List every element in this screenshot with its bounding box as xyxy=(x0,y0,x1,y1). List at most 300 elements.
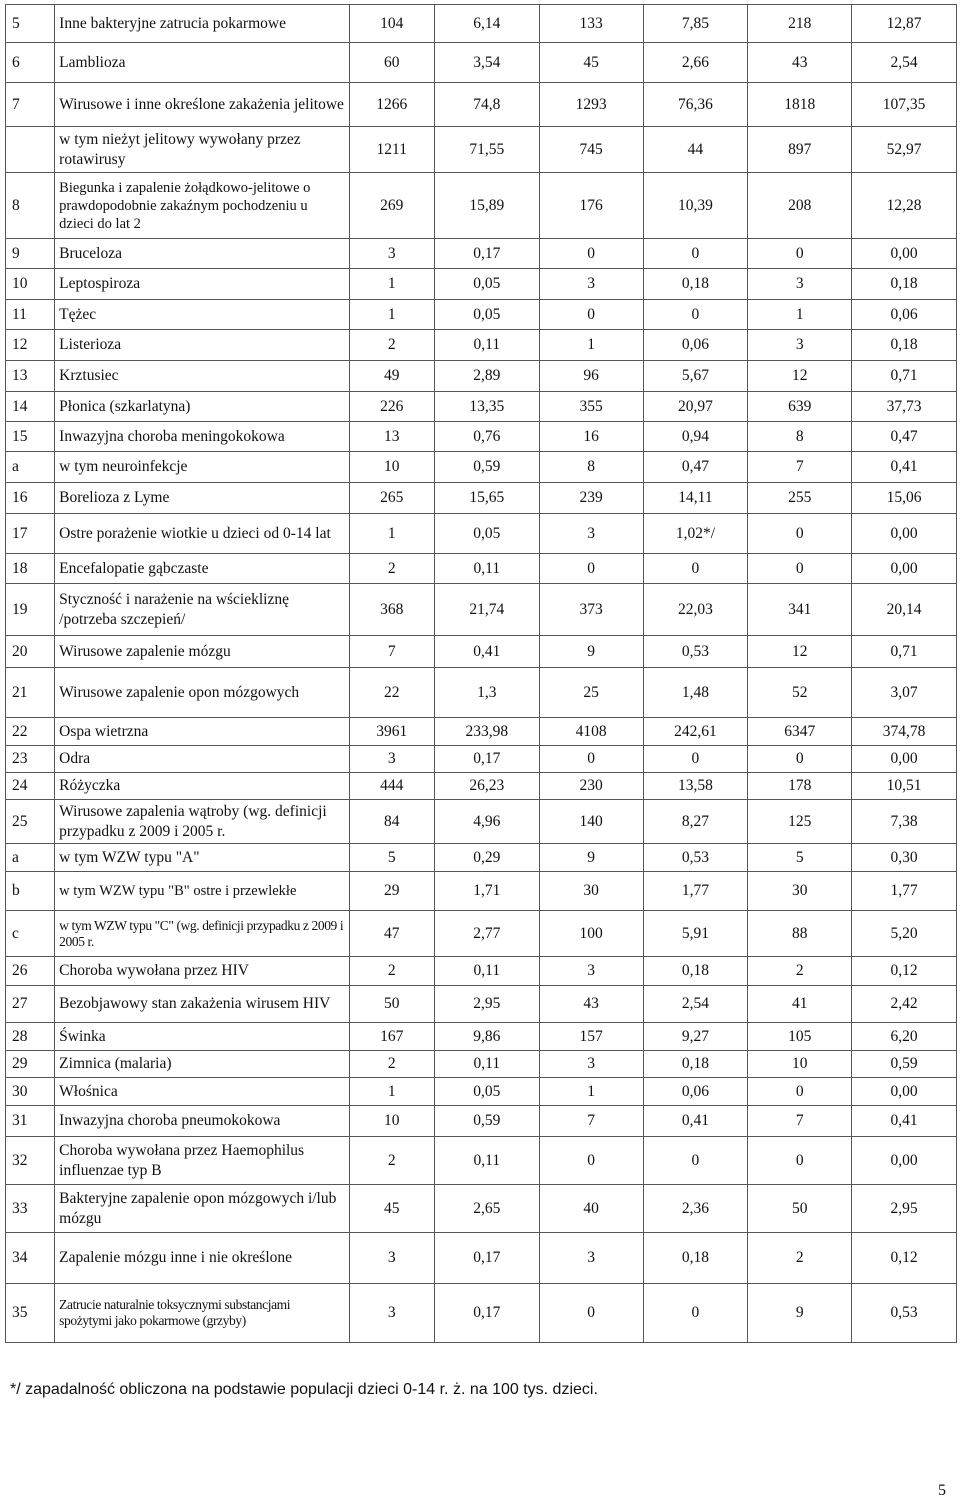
incidence-rate: 74,8 xyxy=(434,83,539,127)
table-row xyxy=(6,986,957,1023)
case-count: 1 xyxy=(349,300,434,330)
incidence-rate: 242,61 xyxy=(643,718,748,746)
incidence-rate: 0,41 xyxy=(852,452,957,483)
incidence-rate: 44 xyxy=(643,127,748,173)
case-count: 897 xyxy=(748,127,852,173)
case-count: 9 xyxy=(539,844,643,872)
incidence-rate: 1,48 xyxy=(643,668,748,718)
incidence-rate: 2,95 xyxy=(434,986,539,1023)
incidence-rate: 12,87 xyxy=(852,5,957,43)
row-number: 21 xyxy=(6,668,55,718)
incidence-rate: 0,12 xyxy=(852,957,957,986)
incidence-rate: 0,00 xyxy=(852,514,957,554)
case-count: 1 xyxy=(539,330,643,361)
table-row xyxy=(6,83,957,127)
incidence-rate: 233,98 xyxy=(434,718,539,746)
case-count: 1 xyxy=(349,1078,434,1106)
incidence-rate: 9,86 xyxy=(434,1023,539,1051)
case-count: 0 xyxy=(539,554,643,584)
case-count: 60 xyxy=(349,43,434,83)
incidence-rate: 10,51 xyxy=(852,773,957,800)
case-count: 22 xyxy=(349,668,434,718)
table-row xyxy=(6,361,957,392)
case-count: 0 xyxy=(539,1137,643,1185)
row-number: 12 xyxy=(6,330,55,361)
disease-name: Odra xyxy=(55,746,349,773)
incidence-rate: 8,27 xyxy=(643,800,748,844)
incidence-rate: 0,05 xyxy=(434,269,539,300)
incidence-rate: 0 xyxy=(643,554,748,584)
row-number: 16 xyxy=(6,483,55,514)
case-count: 0 xyxy=(748,1137,852,1185)
incidence-rate: 1,02*/ xyxy=(643,514,748,554)
case-count: 49 xyxy=(349,361,434,392)
case-count: 7 xyxy=(349,636,434,668)
incidence-rate: 0,00 xyxy=(852,746,957,773)
disease-name: Zapalenie mózgu inne i nie określone xyxy=(55,1233,349,1284)
disease-name: Włośnica xyxy=(55,1078,349,1106)
disease-name: Listerioza xyxy=(55,330,349,361)
case-count: 230 xyxy=(539,773,643,800)
case-count: 3 xyxy=(539,1051,643,1078)
case-count: 3 xyxy=(349,239,434,269)
disease-name: w tym nieżyt jelitowy wywołany przez rotawirusy xyxy=(55,127,349,173)
case-count: 239 xyxy=(539,483,643,514)
incidence-rate: 0,59 xyxy=(852,1051,957,1078)
case-count: 6347 xyxy=(748,718,852,746)
incidence-rate: 0,17 xyxy=(434,1233,539,1284)
row-number: 18 xyxy=(6,554,55,584)
case-count: 355 xyxy=(539,392,643,422)
table-row xyxy=(6,330,957,361)
case-count: 1 xyxy=(748,300,852,330)
disease-name: w tym WZW typu "B" ostre i przewlekłe xyxy=(55,872,349,911)
case-count: 208 xyxy=(748,173,852,239)
incidence-rate: 10,39 xyxy=(643,173,748,239)
case-count: 9 xyxy=(748,1284,852,1343)
row-number: b xyxy=(6,872,55,911)
incidence-rate: 0,71 xyxy=(852,636,957,668)
disease-name: Leptospiroza xyxy=(55,269,349,300)
case-count: 2 xyxy=(748,957,852,986)
incidence-rate: 374,78 xyxy=(852,718,957,746)
case-count: 226 xyxy=(349,392,434,422)
incidence-rate: 0 xyxy=(643,239,748,269)
disease-name: Wirusowe i inne określone zakażenia jelitowe xyxy=(55,83,349,127)
incidence-rate: 20,97 xyxy=(643,392,748,422)
case-count: 2 xyxy=(349,1137,434,1185)
case-count: 3 xyxy=(748,269,852,300)
incidence-rate: 4,96 xyxy=(434,800,539,844)
row-number: 30 xyxy=(6,1078,55,1106)
table-row xyxy=(6,1284,957,1343)
incidence-rate: 0,11 xyxy=(434,1051,539,1078)
incidence-rate: 13,58 xyxy=(643,773,748,800)
case-count: 8 xyxy=(748,422,852,452)
incidence-rate: 26,23 xyxy=(434,773,539,800)
row-number: 29 xyxy=(6,1051,55,1078)
table-row xyxy=(6,1233,957,1284)
case-count: 2 xyxy=(349,330,434,361)
table-row xyxy=(6,1078,957,1106)
incidence-rate: 0,47 xyxy=(852,422,957,452)
case-count: 1211 xyxy=(349,127,434,173)
case-count: 96 xyxy=(539,361,643,392)
incidence-rate: 71,55 xyxy=(434,127,539,173)
case-count: 639 xyxy=(748,392,852,422)
table-row xyxy=(6,483,957,514)
case-count: 30 xyxy=(539,872,643,911)
incidence-rate: 0,18 xyxy=(643,1233,748,1284)
table-row xyxy=(6,1185,957,1233)
incidence-rate: 0,94 xyxy=(643,422,748,452)
row-number: 32 xyxy=(6,1137,55,1185)
case-count: 0 xyxy=(748,514,852,554)
incidence-rate: 0,11 xyxy=(434,957,539,986)
table-row xyxy=(6,554,957,584)
incidence-rate: 3,54 xyxy=(434,43,539,83)
incidence-rate: 13,35 xyxy=(434,392,539,422)
case-count: 0 xyxy=(539,239,643,269)
incidence-rate: 6,20 xyxy=(852,1023,957,1051)
case-count: 133 xyxy=(539,5,643,43)
case-count: 45 xyxy=(349,1185,434,1233)
case-count: 157 xyxy=(539,1023,643,1051)
incidence-rate: 22,03 xyxy=(643,584,748,636)
case-count: 3 xyxy=(539,957,643,986)
disease-name: Inwazyjna choroba meningokokowa xyxy=(55,422,349,452)
row-number: a xyxy=(6,844,55,872)
incidence-rate: 2,65 xyxy=(434,1185,539,1233)
case-count: 2 xyxy=(349,554,434,584)
case-count: 3 xyxy=(539,514,643,554)
case-count: 0 xyxy=(748,746,852,773)
case-count: 47 xyxy=(349,911,434,957)
incidence-rate: 2,42 xyxy=(852,986,957,1023)
case-count: 3 xyxy=(539,1233,643,1284)
disease-name: Wirusowe zapalenie opon mózgowych xyxy=(55,668,349,718)
footnote: */ zapadalność obliczona na podstawie populacji dzieci 0-14 r. ż. na 100 tys. dzieci. xyxy=(10,1381,598,1398)
case-count: 104 xyxy=(349,5,434,43)
row-number: 17 xyxy=(6,514,55,554)
incidence-rate: 0 xyxy=(643,746,748,773)
disease-name: Krztusiec xyxy=(55,361,349,392)
incidence-rate: 0,00 xyxy=(852,1137,957,1185)
case-count: 0 xyxy=(748,554,852,584)
incidence-rate: 0,18 xyxy=(643,1051,748,1078)
case-count: 0 xyxy=(539,300,643,330)
case-count: 2 xyxy=(748,1233,852,1284)
disease-name: Inne bakteryjne zatrucia pokarmowe xyxy=(55,5,349,43)
incidence-rate: 14,11 xyxy=(643,483,748,514)
case-count: 745 xyxy=(539,127,643,173)
case-count: 84 xyxy=(349,800,434,844)
case-count: 3 xyxy=(539,269,643,300)
incidence-rate: 0 xyxy=(643,1137,748,1185)
incidence-rate: 0,59 xyxy=(434,1106,539,1137)
case-count: 8 xyxy=(539,452,643,483)
disease-name: Zimnica (malaria) xyxy=(55,1051,349,1078)
disease-name: Bruceloza xyxy=(55,239,349,269)
row-number: 20 xyxy=(6,636,55,668)
incidence-rate: 0,11 xyxy=(434,554,539,584)
table-row xyxy=(6,43,957,83)
case-count: 368 xyxy=(349,584,434,636)
disease-name: Lamblioza xyxy=(55,43,349,83)
row-number: 14 xyxy=(6,392,55,422)
case-count: 3 xyxy=(349,1284,434,1343)
row-number: 13 xyxy=(6,361,55,392)
incidence-rate: 0,18 xyxy=(643,269,748,300)
incidence-rate: 0,53 xyxy=(852,1284,957,1343)
row-number: c xyxy=(6,911,55,957)
disease-name: Bezobjawowy stan zakażenia wirusem HIV xyxy=(55,986,349,1023)
disease-name: Wirusowe zapalenie mózgu xyxy=(55,636,349,668)
incidence-rate: 0,17 xyxy=(434,239,539,269)
table-row xyxy=(6,1051,957,1078)
disease-name: Borelioza z Lyme xyxy=(55,483,349,514)
row-number: 34 xyxy=(6,1233,55,1284)
case-count: 1 xyxy=(349,269,434,300)
case-count: 45 xyxy=(539,43,643,83)
incidence-rate: 20,14 xyxy=(852,584,957,636)
row-number: 8 xyxy=(6,173,55,239)
case-count: 43 xyxy=(748,43,852,83)
case-count: 2 xyxy=(349,1051,434,1078)
incidence-rate: 0,00 xyxy=(852,554,957,584)
table-row xyxy=(6,584,957,636)
incidence-rate: 5,91 xyxy=(643,911,748,957)
incidence-rate: 0,05 xyxy=(434,514,539,554)
row-number: 5 xyxy=(6,5,55,43)
incidence-rate: 2,36 xyxy=(643,1185,748,1233)
case-count: 2 xyxy=(349,957,434,986)
table-row xyxy=(6,300,957,330)
incidence-rate: 2,95 xyxy=(852,1185,957,1233)
incidence-rate: 1,3 xyxy=(434,668,539,718)
incidence-rate: 0,00 xyxy=(852,1078,957,1106)
incidence-rate: 0,05 xyxy=(434,300,539,330)
case-count: 43 xyxy=(539,986,643,1023)
incidence-rate: 0,17 xyxy=(434,1284,539,1343)
row-number: 28 xyxy=(6,1023,55,1051)
case-count: 25 xyxy=(539,668,643,718)
case-count: 3 xyxy=(349,1233,434,1284)
row-number: 23 xyxy=(6,746,55,773)
table-row xyxy=(6,392,957,422)
incidence-rate: 0,59 xyxy=(434,452,539,483)
table-row xyxy=(6,1106,957,1137)
case-count: 88 xyxy=(748,911,852,957)
table-row xyxy=(6,957,957,986)
case-count: 30 xyxy=(748,872,852,911)
incidence-rate: 1,71 xyxy=(434,872,539,911)
incidence-rate: 0,06 xyxy=(852,300,957,330)
incidence-rate: 0,47 xyxy=(643,452,748,483)
table-row xyxy=(6,746,957,773)
incidence-rate: 0,06 xyxy=(643,1078,748,1106)
row-number: 15 xyxy=(6,422,55,452)
case-count: 10 xyxy=(349,452,434,483)
row-number: 6 xyxy=(6,43,55,83)
incidence-rate: 0,00 xyxy=(852,239,957,269)
case-count: 3 xyxy=(748,330,852,361)
incidence-rate: 0,41 xyxy=(852,1106,957,1137)
case-count: 1 xyxy=(539,1078,643,1106)
case-count: 3 xyxy=(349,746,434,773)
incidence-rate: 0,29 xyxy=(434,844,539,872)
incidence-rate: 0,76 xyxy=(434,422,539,452)
case-count: 7 xyxy=(539,1106,643,1137)
case-count: 100 xyxy=(539,911,643,957)
incidence-rate: 0 xyxy=(643,1284,748,1343)
row-number: 27 xyxy=(6,986,55,1023)
incidence-rate: 0,53 xyxy=(643,636,748,668)
incidence-rate: 15,06 xyxy=(852,483,957,514)
table-row xyxy=(6,1023,957,1051)
disease-name: Encefalopatie gąbczaste xyxy=(55,554,349,584)
case-count: 12 xyxy=(748,361,852,392)
case-count: 1266 xyxy=(349,83,434,127)
incidence-rate: 0,18 xyxy=(643,957,748,986)
table-row xyxy=(6,844,957,872)
table-row xyxy=(6,1137,957,1185)
case-count: 16 xyxy=(539,422,643,452)
incidence-rate: 21,74 xyxy=(434,584,539,636)
row-number: 25 xyxy=(6,800,55,844)
disease-name: w tym neuroinfekcje xyxy=(55,452,349,483)
case-count: 178 xyxy=(748,773,852,800)
table-row xyxy=(6,911,957,957)
incidence-rate: 9,27 xyxy=(643,1023,748,1051)
incidence-rate: 76,36 xyxy=(643,83,748,127)
incidence-rate: 0,71 xyxy=(852,361,957,392)
disease-name: Zatrucie naturalnie toksycznymi substancjami spożytymi jako pokarmowe (grzyby) xyxy=(55,1284,349,1343)
table-row xyxy=(6,636,957,668)
incidence-rate: 12,28 xyxy=(852,173,957,239)
case-count: 40 xyxy=(539,1185,643,1233)
disease-name: Choroba wywołana przez Haemophilus influenzae typ B xyxy=(55,1137,349,1185)
incidence-rate: 0,53 xyxy=(643,844,748,872)
case-count: 341 xyxy=(748,584,852,636)
case-count: 255 xyxy=(748,483,852,514)
row-number: 35 xyxy=(6,1284,55,1343)
case-count: 265 xyxy=(349,483,434,514)
incidence-rate: 0,41 xyxy=(643,1106,748,1137)
row-number: 11 xyxy=(6,300,55,330)
incidence-rate: 15,65 xyxy=(434,483,539,514)
incidence-rate: 15,89 xyxy=(434,173,539,239)
disease-name: Choroba wywołana przez HIV xyxy=(55,957,349,986)
table-row xyxy=(6,668,957,718)
row-number: 24 xyxy=(6,773,55,800)
disease-name: Płonica (szkarlatyna) xyxy=(55,392,349,422)
disease-name: Świnka xyxy=(55,1023,349,1051)
case-count: 1293 xyxy=(539,83,643,127)
row-number: 9 xyxy=(6,239,55,269)
incidence-rate: 0,11 xyxy=(434,330,539,361)
disease-name: Inwazyjna choroba pneumokokowa xyxy=(55,1106,349,1137)
case-count: 269 xyxy=(349,173,434,239)
row-number: 22 xyxy=(6,718,55,746)
incidence-rate: 0,18 xyxy=(852,330,957,361)
incidence-rate: 0,06 xyxy=(643,330,748,361)
disease-name: Styczność i narażenie na wściekliznę /potrzeba szczepień/ xyxy=(55,584,349,636)
case-count: 0 xyxy=(748,1078,852,1106)
incidence-rate: 0,05 xyxy=(434,1078,539,1106)
table-row xyxy=(6,173,957,239)
disease-name: Bakteryjne zapalenie opon mózgowych i/lub mózgu xyxy=(55,1185,349,1233)
case-count: 7 xyxy=(748,1106,852,1137)
row-number: 19 xyxy=(6,584,55,636)
table-row xyxy=(6,5,957,43)
incidence-rate: 7,38 xyxy=(852,800,957,844)
incidence-rate: 0,12 xyxy=(852,1233,957,1284)
case-count: 373 xyxy=(539,584,643,636)
case-count: 1 xyxy=(349,514,434,554)
case-count: 9 xyxy=(539,636,643,668)
table-row xyxy=(6,872,957,911)
table-row xyxy=(6,773,957,800)
table-row xyxy=(6,452,957,483)
case-count: 140 xyxy=(539,800,643,844)
incidence-rate: 37,73 xyxy=(852,392,957,422)
disease-name: w tym WZW typu "A" xyxy=(55,844,349,872)
incidence-rate: 0 xyxy=(643,300,748,330)
incidence-rate: 0,30 xyxy=(852,844,957,872)
row-number xyxy=(6,127,55,173)
row-number: 10 xyxy=(6,269,55,300)
case-count: 176 xyxy=(539,173,643,239)
disease-name: w tym WZW typu "C" (wg. definicji przypadku z 2009 i 2005 r. xyxy=(55,911,349,957)
case-count: 10 xyxy=(748,1051,852,1078)
table-row xyxy=(6,800,957,844)
row-number: 7 xyxy=(6,83,55,127)
incidence-rate: 0,17 xyxy=(434,746,539,773)
incidence-rate: 1,77 xyxy=(643,872,748,911)
disease-statistics-table xyxy=(5,4,957,1343)
case-count: 125 xyxy=(748,800,852,844)
case-count: 5 xyxy=(349,844,434,872)
incidence-rate: 0,41 xyxy=(434,636,539,668)
case-count: 218 xyxy=(748,5,852,43)
table-row xyxy=(6,422,957,452)
case-count: 444 xyxy=(349,773,434,800)
table-row xyxy=(6,718,957,746)
case-count: 13 xyxy=(349,422,434,452)
case-count: 0 xyxy=(539,1284,643,1343)
incidence-rate: 5,20 xyxy=(852,911,957,957)
row-number: 26 xyxy=(6,957,55,986)
incidence-rate: 6,14 xyxy=(434,5,539,43)
case-count: 105 xyxy=(748,1023,852,1051)
incidence-rate: 2,54 xyxy=(643,986,748,1023)
case-count: 10 xyxy=(349,1106,434,1137)
incidence-rate: 7,85 xyxy=(643,5,748,43)
disease-name: Tężec xyxy=(55,300,349,330)
case-count: 0 xyxy=(539,746,643,773)
case-count: 167 xyxy=(349,1023,434,1051)
incidence-rate: 3,07 xyxy=(852,668,957,718)
incidence-rate: 52,97 xyxy=(852,127,957,173)
table-row xyxy=(6,239,957,269)
table-row xyxy=(6,269,957,300)
disease-name: Biegunka i zapalenie żołądkowo-jelitowe o prawdopodobnie zakaźnym pochodzeniu u dzieci do lat 2 xyxy=(55,173,349,239)
case-count: 41 xyxy=(748,986,852,1023)
case-count: 50 xyxy=(349,986,434,1023)
incidence-rate: 5,67 xyxy=(643,361,748,392)
case-count: 12 xyxy=(748,636,852,668)
